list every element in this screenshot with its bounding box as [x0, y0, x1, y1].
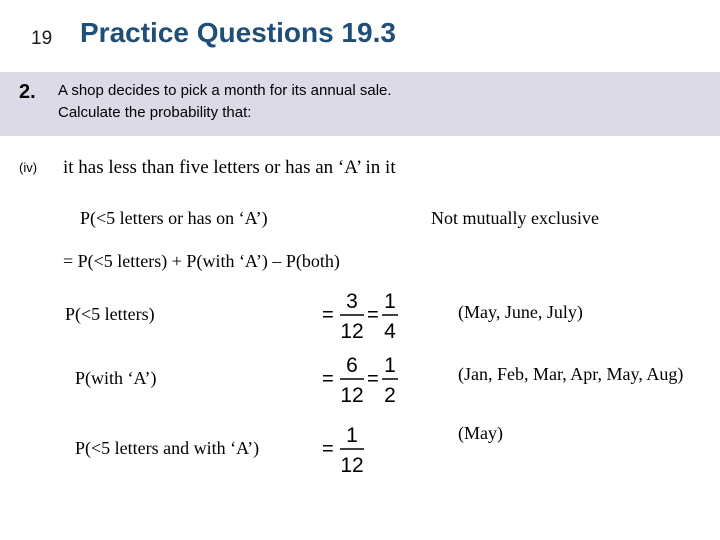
fraction-row-3	[318, 420, 378, 480]
row-label-with-a: P(with ‘A’)	[75, 368, 157, 388]
fraction-row-1	[318, 286, 408, 346]
equals-sign: =	[367, 368, 379, 390]
question-text-line-2: Calculate the probability that:	[58, 104, 252, 121]
fraction-denominator: 12	[340, 320, 364, 343]
fraction-denominator: 4	[384, 320, 396, 343]
fraction-denominator: 2	[384, 384, 396, 407]
fraction-numerator: 1	[346, 424, 358, 447]
row-label-less-than-five: P(<5 letters)	[65, 304, 155, 324]
probability-statement: P(<5 letters or has on ‘A’)	[80, 208, 268, 228]
question-text-line-1: A shop decides to pick a month for its annual sale.	[58, 82, 392, 99]
equals-sign: =	[322, 368, 334, 390]
part-text: it has less than five letters or has an ‘A’ in it	[63, 157, 396, 178]
equals-sign: =	[322, 304, 334, 326]
part-label: (iv)	[19, 160, 38, 175]
mutual-exclusivity-note: Not mutually exclusive	[431, 208, 599, 228]
row-label-both: P(<5 letters and with ‘A’)	[75, 438, 260, 458]
fraction-denominator: 12	[340, 454, 364, 477]
addition-rule-formula: = P(<5 letters) + P(with ‘A’) – P(both)	[63, 251, 340, 271]
chapter-number: 19	[31, 28, 53, 49]
fraction-numerator: 1	[384, 290, 396, 313]
fraction-denominator: 12	[340, 384, 364, 407]
fraction-numerator: 6	[346, 354, 358, 377]
months-list-row-2: (Jan, Feb, Mar, Apr, May, Aug)	[458, 364, 684, 384]
equals-sign: =	[367, 304, 379, 326]
months-list-row-1: (May, June, July)	[458, 302, 583, 322]
fraction-numerator: 3	[346, 290, 358, 313]
question-number: 2.	[19, 81, 36, 103]
months-list-row-3: (May)	[458, 423, 503, 443]
question-band	[0, 72, 720, 136]
page-title: Practice Questions 19.3	[80, 17, 396, 48]
fraction-numerator: 1	[384, 354, 396, 377]
equals-sign: =	[322, 438, 334, 460]
fraction-row-2	[318, 350, 408, 410]
